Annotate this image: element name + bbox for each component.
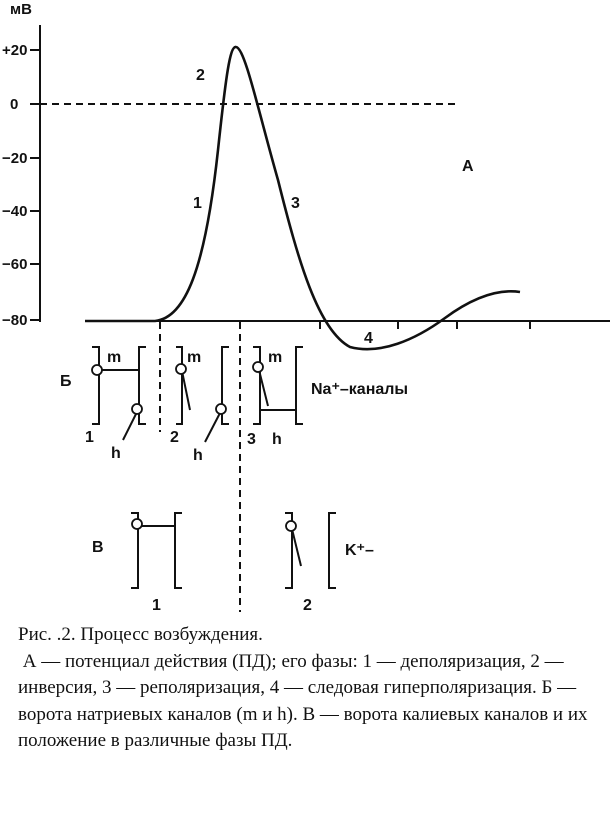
state-number: 2 <box>303 597 312 614</box>
panel-label-a: А <box>462 158 474 175</box>
k-channels-label: K⁺– <box>345 542 374 559</box>
panel-label-v: В <box>92 539 104 556</box>
y-tick-label: +20 <box>2 42 28 59</box>
state-number: 3 <box>247 431 256 448</box>
na-channel-state-2 <box>176 347 229 442</box>
y-tick-label: −80 <box>2 312 28 329</box>
gate-h-label: h <box>111 445 121 462</box>
y-tick-label: −40 <box>2 203 28 220</box>
gate-h-label: h <box>193 447 203 464</box>
caption-title: Рис. .2. Процесс возбуждения. <box>18 624 263 645</box>
caption-text: А — потенциал действия (ПД); его фазы: 1 — деполяризация, 2 — инверсия, 3 — реполяризация, 4 — следовая гиперполяризация. Б — ворота натриевых каналов (m и h). В — ворота калиевых каналов и их положение в различные фазы ПД. <box>18 650 593 751</box>
phase-label: 4 <box>364 330 373 347</box>
k-channel-state-2 <box>285 513 336 588</box>
phase-label: 3 <box>291 195 300 212</box>
panel-label-b: Б <box>60 373 72 390</box>
y-tick-label: 0 <box>10 96 19 113</box>
state-number: 1 <box>152 597 161 614</box>
state-number: 2 <box>170 429 179 446</box>
gate-m-label: m <box>187 349 202 366</box>
y-tick-label: −60 <box>2 256 28 273</box>
phase-label: 2 <box>196 67 205 84</box>
y-axis <box>30 25 40 322</box>
figure-caption <box>18 622 598 755</box>
y-tick-label: −20 <box>2 150 28 167</box>
gate-h-label: h <box>272 431 282 448</box>
gate-m-label: m <box>268 349 283 366</box>
action-potential-curve <box>85 47 520 349</box>
na-channels-label: Na⁺–каналы <box>311 381 409 398</box>
state-number: 1 <box>85 429 94 446</box>
gate-m-label: m <box>107 349 122 366</box>
baseline-axis <box>85 321 610 329</box>
k-channel-state-1 <box>131 513 182 588</box>
y-axis-unit: мВ <box>10 1 32 18</box>
phase-label: 1 <box>193 195 202 212</box>
